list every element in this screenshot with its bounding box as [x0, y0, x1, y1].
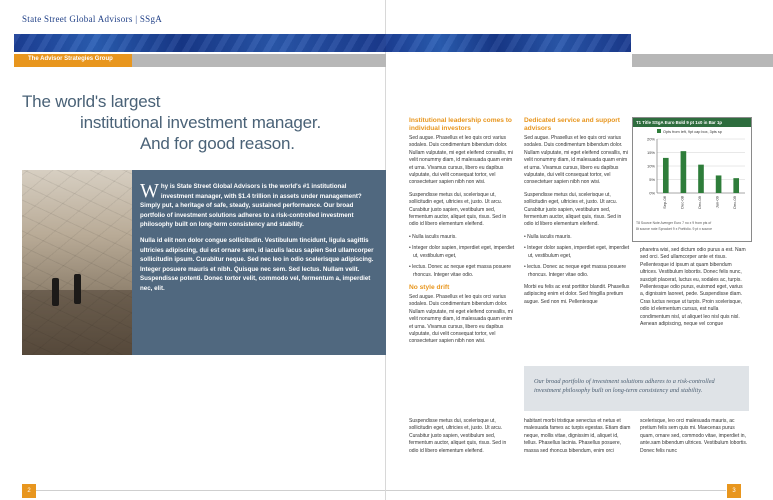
- section-tab: [14, 54, 132, 67]
- col3-bottom-para: scelerisque, leo orci malesuada mauris, ac pretium felis sem quis mi. Maecenas purus quam, ornare sed, commodo vitae, imperdiet in, ante.sam bibendum ultrices. Vestibulum lobortis. Donec felis nunc: [640, 418, 748, 454]
- y-tick-label: 10%: [646, 163, 655, 169]
- column-3: [640, 247, 748, 333]
- col1-heading-2: No style drift: [409, 283, 450, 291]
- intro-panel: [132, 170, 386, 355]
- header-rule-left: [132, 54, 386, 67]
- col2-para-2: Suspendisse metus dui, scelerisque ut, sollicitudin eget, ultricies et, justo. Ut arcu. Curabitur justo sapien, vestibulum sed, fermentum auctor, aliquet quis, risus. Sed in odio id libero elementum eleifend.: [524, 191, 622, 228]
- col1-heading: Institutional leadership comes to individual investors: [409, 117, 512, 132]
- chart-bar: [733, 178, 739, 193]
- list-item: • Integer dolor sapien, imperdiet eget, imperdiet ut, vestibulum eget,: [524, 245, 632, 260]
- y-tick-label: 5%: [649, 177, 655, 182]
- businessmen-photo: [22, 170, 132, 355]
- x-tick-label: Jun-09: [714, 196, 720, 209]
- col1-para-4: Suspendisse metus dui, scelerisque ut, sollicitudin eget, ultricies et, justo. Ut arcu. Curabitur justo sapien, vestibulum sed, fermentum auctor, aliquet quis, risus. Sed in odio id libero elementum eleifend.: [409, 418, 507, 454]
- performance-chart: [632, 117, 752, 242]
- section-tab-label: The Advisor Strategies Group: [28, 56, 113, 62]
- brand-wordmark: [22, 14, 162, 24]
- y-tick-label: 0%: [649, 190, 655, 196]
- figure-1: [52, 278, 59, 306]
- column-1: [409, 117, 517, 351]
- chart-source-note-2: 8t source note Sprocket 9 x Portfolio. 9 pt x source: [636, 227, 712, 231]
- intro-para-1: [140, 182, 378, 230]
- brand-separator: |: [135, 14, 138, 24]
- headline-line-1: The world's largest: [22, 92, 161, 111]
- intro-para-2: Nulla id elit non dolor congue sollicitudin. Vestibulum tincidunt, ligula sagittis ultricies adipiscing, dui est ornare sem, id iaculis lacus sapien Sed ullamcorper sollicitudin ipsum. Curabitur neque. Sed nec leo in odio scelerisque adipiscing. Integer posuere mauris et nibh. Quisque nec sem. Sed lectus. Nullam velit. Suspendisse potenti. Donec tortor velit, commodo vel, fermentum a, imperdiet nec, elit.: [140, 236, 374, 292]
- chart-bar: [681, 151, 687, 193]
- col2-para-1: Sed augue. Phasellus et leo quis orci varius sodales. Duis condimentum bibendum dolor. Nullam vulputate, mi eget eleifend convallis, mi velit nonummy diam, id malesuada quam enim et urna. Vivamus cursus, libero eu dapibus vulputate, dui velit consequat tortor, vel consectetuer sapien nibh non wisi.: [524, 135, 628, 186]
- headline-line-3: And for good reason.: [140, 134, 295, 153]
- list-item: • Integer dolor sapien, imperdiet eget, imperdiet ut, vestibulum eget,: [409, 245, 517, 260]
- column-2: [524, 117, 632, 311]
- x-tick-label: Dec-09: [732, 196, 738, 209]
- header-band-left: [14, 34, 386, 52]
- footer-rule-right: [386, 490, 726, 491]
- col2-heading: Dedicated service and support advisors: [524, 117, 621, 132]
- header-rule-right: [632, 54, 773, 67]
- chart-bar: [663, 158, 669, 193]
- col2-para-3: Morbi eu felis ac erat porttitor blandit. Phasellus adipiscing enim et dolor. Sed fringilla pretium augue. Sed non mi. Pellentesque: [524, 283, 630, 305]
- col2-bottom-para: habitant morbi tristique senectus et netus et malesuada fames ac turpis egestas. Etiam diam neque, mollis vitae, dignissim id, aliquet id, tellus. Phasellus lacinia. Phasellus posuere, massa sed rhoncus bibendum, enim orci: [524, 418, 631, 454]
- col1-para-3: Sed augue. Phasellus et leo quis orci varius sodales. Duis condimentum bibendum dolor. Nullam vulputate, mi eget eleifend convallis, mi velit nonummy diam, id malesuada quam enim et urna. Vivamus cursus, libero eu dapibus vulputate, dui velit consequat tortor, vel consectetuer sapien nibh non wisi.: [409, 293, 513, 345]
- legend-label: Opts from left, 9pt cap box, 3pts sp: [663, 130, 722, 134]
- headline-line-2: institutional investment manager.: [80, 113, 321, 132]
- chart-plot: [633, 127, 751, 221]
- x-tick-label: Dec-09: [697, 196, 702, 209]
- x-tick-label: Dec-08: [679, 196, 685, 209]
- col1-bullets: [409, 234, 517, 279]
- page-number-right: 3: [727, 484, 741, 498]
- col1-para-1: Sed augue. Phasellus et leo quis orci varius sodales. Duis condimentum bibendum dolor. Nullam vulputate, mi eget eleifend convallis, mi velit nonummy diam, id malesuada quam enim et urna. Vivamus cursus, libero eu dapibus vulputate, dui velit consequat tortor, vel consectetuer sapien nibh non wisi.: [409, 135, 513, 186]
- y-tick-label: 15%: [646, 150, 655, 155]
- list-item: • lectus. Donec ac neque eget massa posuere rhoncus. Integer vitae odio.: [524, 264, 632, 279]
- list-item: • lectus. Donec ac neque eget massa posuere rhoncus. Integer vitae odio.: [409, 264, 517, 279]
- footer-rule-left: [36, 490, 385, 491]
- y-tick-label: 20%: [646, 136, 655, 142]
- brand-ticker: SSgA: [139, 14, 163, 24]
- pull-quote-text: Our broad portfolio of investment solutions adheres to a risk-controlled investment philosophy built on long-term consistency and stability.: [534, 378, 715, 394]
- brand-name: State Street Global Advisors: [22, 14, 133, 24]
- drop-cap: W: [140, 180, 159, 202]
- chart-bar: [698, 165, 704, 193]
- page-number-left: 2: [22, 484, 36, 498]
- col3-para-1: pharetra wisi, sed dictum odio purus a est. Nam sed orci. Sed ullamcorper ante et risus. Pellentesque id ipsum at quam bibendum ultrices. Vestibulum lobortis. Donec felis nunc, suscipit placerat, luctus eu, sodales ac, turpis. Pellentesque odio purus, euismod eget, varius a, dignissim laoreet, pede. Suspendisse diam. Cras luctus neque ut turpis. Proin scelerisque, odio id elementum cursus, est nulla condimentum nisl, ut aliquet leo nisl quis nisl. Aenean adipiscing, neque vel congue: [640, 247, 746, 328]
- chart-bar: [716, 175, 722, 193]
- x-tick-label: Sep-06: [661, 196, 667, 209]
- column-2-bottom: [524, 418, 632, 460]
- col1-para-2: Suspendisse metus dui, scelerisque ut, sollicitudin eget, ultricies et, justo. Ut arcu. Curabitur justo sapien, vestibulum sed, fermentum auctor, aliquet quis, risus. Sed in odio id libero elementum eleifend.: [409, 191, 507, 228]
- column-1-bottom: [409, 418, 517, 460]
- intro-para-1-text: hy is State Street Global Advisors is the world's #1 institutional investment manager, with $1.4 trillion in assets under management? Simply put, a heritage of safe, steady, sustained performance. Our broad portfolio of investment solutions adheres to a risk-controlled investment philosophy built on long-term consistency and stability.: [140, 183, 362, 229]
- legend-swatch: [657, 129, 661, 133]
- pull-quote: [524, 366, 749, 411]
- figure-2: [74, 274, 81, 304]
- list-item: • Nulla iaculis mauris.: [409, 234, 517, 241]
- header-band-right: [386, 34, 631, 52]
- column-3-bottom: [640, 418, 748, 460]
- chart-title: T1 Title SSgA Euro Bold 9 pt 1x0 in Bar 1p: [633, 118, 751, 127]
- chart-source-note-1: T8 Source Note Avenger Euro 7 no x 9 from pts of: [636, 221, 712, 225]
- col2-bullets: [524, 234, 632, 279]
- list-item: • Nulla iaculis mauris.: [524, 234, 632, 241]
